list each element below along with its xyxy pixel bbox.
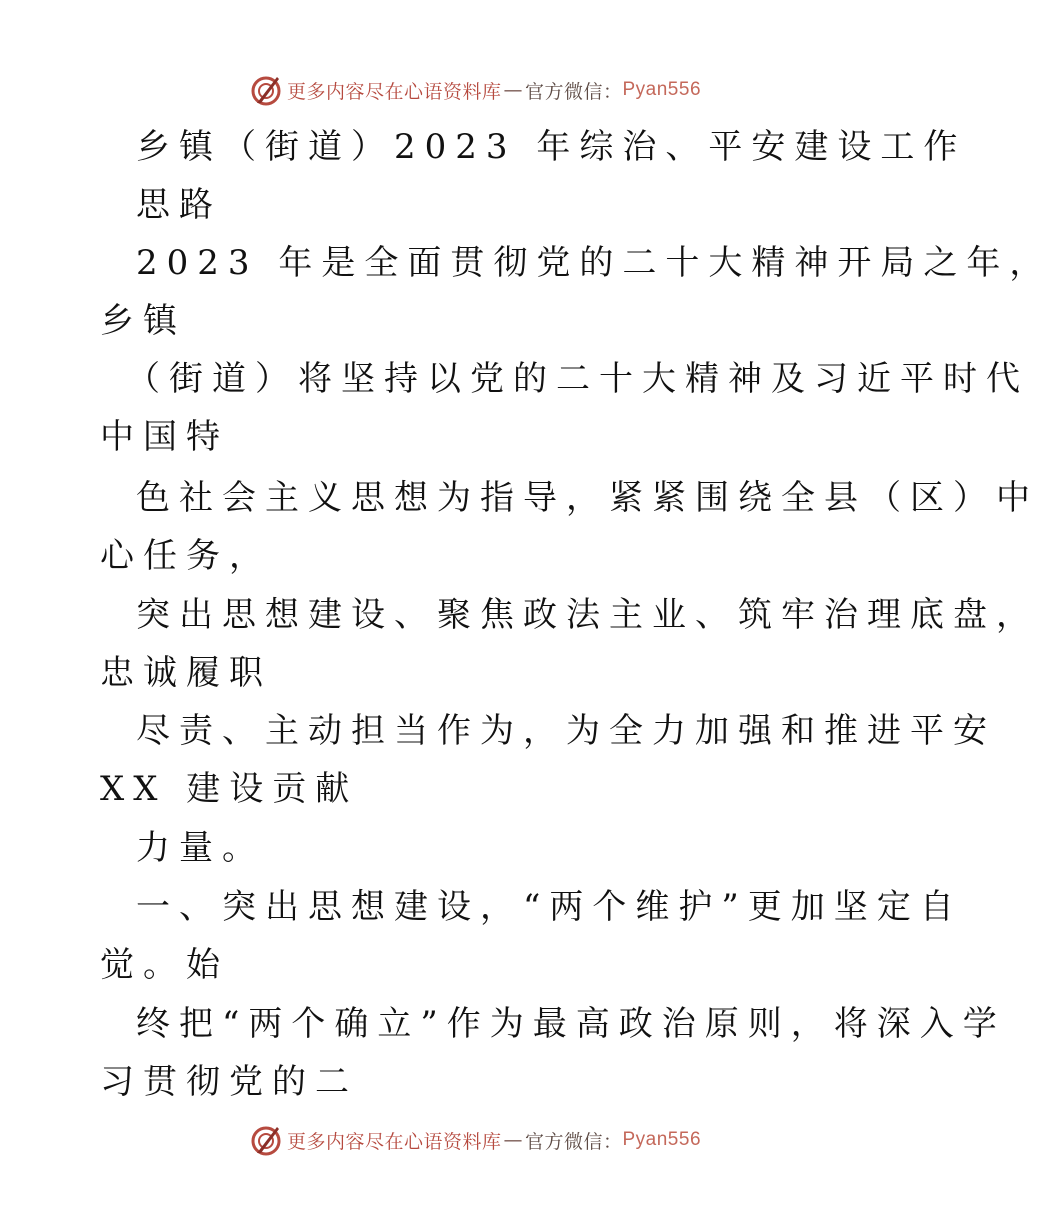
document-line: 突出思想建设、聚焦政法主业、筑牢治理底盘， [136, 595, 1039, 635]
site-name: 更多内容尽在心语资料库 [286, 80, 502, 103]
document-line: 思路 [136, 185, 222, 225]
document-line: XX 建设贡献 [100, 769, 359, 809]
header-banner [0, 70, 950, 110]
document-line: 乡镇（街道）2023 年综治、平安建设工作 [136, 127, 967, 167]
banner-dash: — [503, 1129, 523, 1151]
contact-id: Pyan556 [622, 1129, 702, 1150]
quill-logo-icon [249, 1123, 283, 1157]
document-line: 一、突出思想建设，“两个维护”更加坚定自 [136, 887, 963, 927]
document-line: 力量。 [136, 828, 265, 868]
banner-dash: — [503, 79, 523, 101]
contact-label: 官方微信： [524, 80, 623, 103]
document-line: 2023 年是全面贯彻党的二十大精神开局之年， [136, 243, 1052, 283]
contact-label: 官方微信： [524, 1130, 623, 1153]
footer-banner [0, 1120, 950, 1160]
document-line: 觉。始 [100, 945, 229, 985]
document-line: 乡镇 [100, 301, 186, 341]
document-line: 中国特 [100, 417, 229, 457]
document-line: 忠诚履职 [100, 653, 272, 693]
document-line: （街道）将坚持以党的二十大精神及习近平时代 [126, 359, 1029, 399]
document-line: 习贯彻党的二 [100, 1062, 358, 1102]
document-line: 终把“两个确立”作为最高政治原则，将深入学 [136, 1004, 1006, 1044]
contact-id: Pyan556 [622, 79, 702, 100]
document-line: 色社会主义思想为指导，紧紧围绕全县（区）中 [136, 478, 1039, 518]
document-line: 心任务， [100, 536, 272, 576]
site-name: 更多内容尽在心语资料库 [286, 1130, 502, 1153]
document-line: 尽责、主动担当作为，为全力加强和推进平安 [136, 711, 996, 751]
quill-logo-icon [249, 73, 283, 107]
